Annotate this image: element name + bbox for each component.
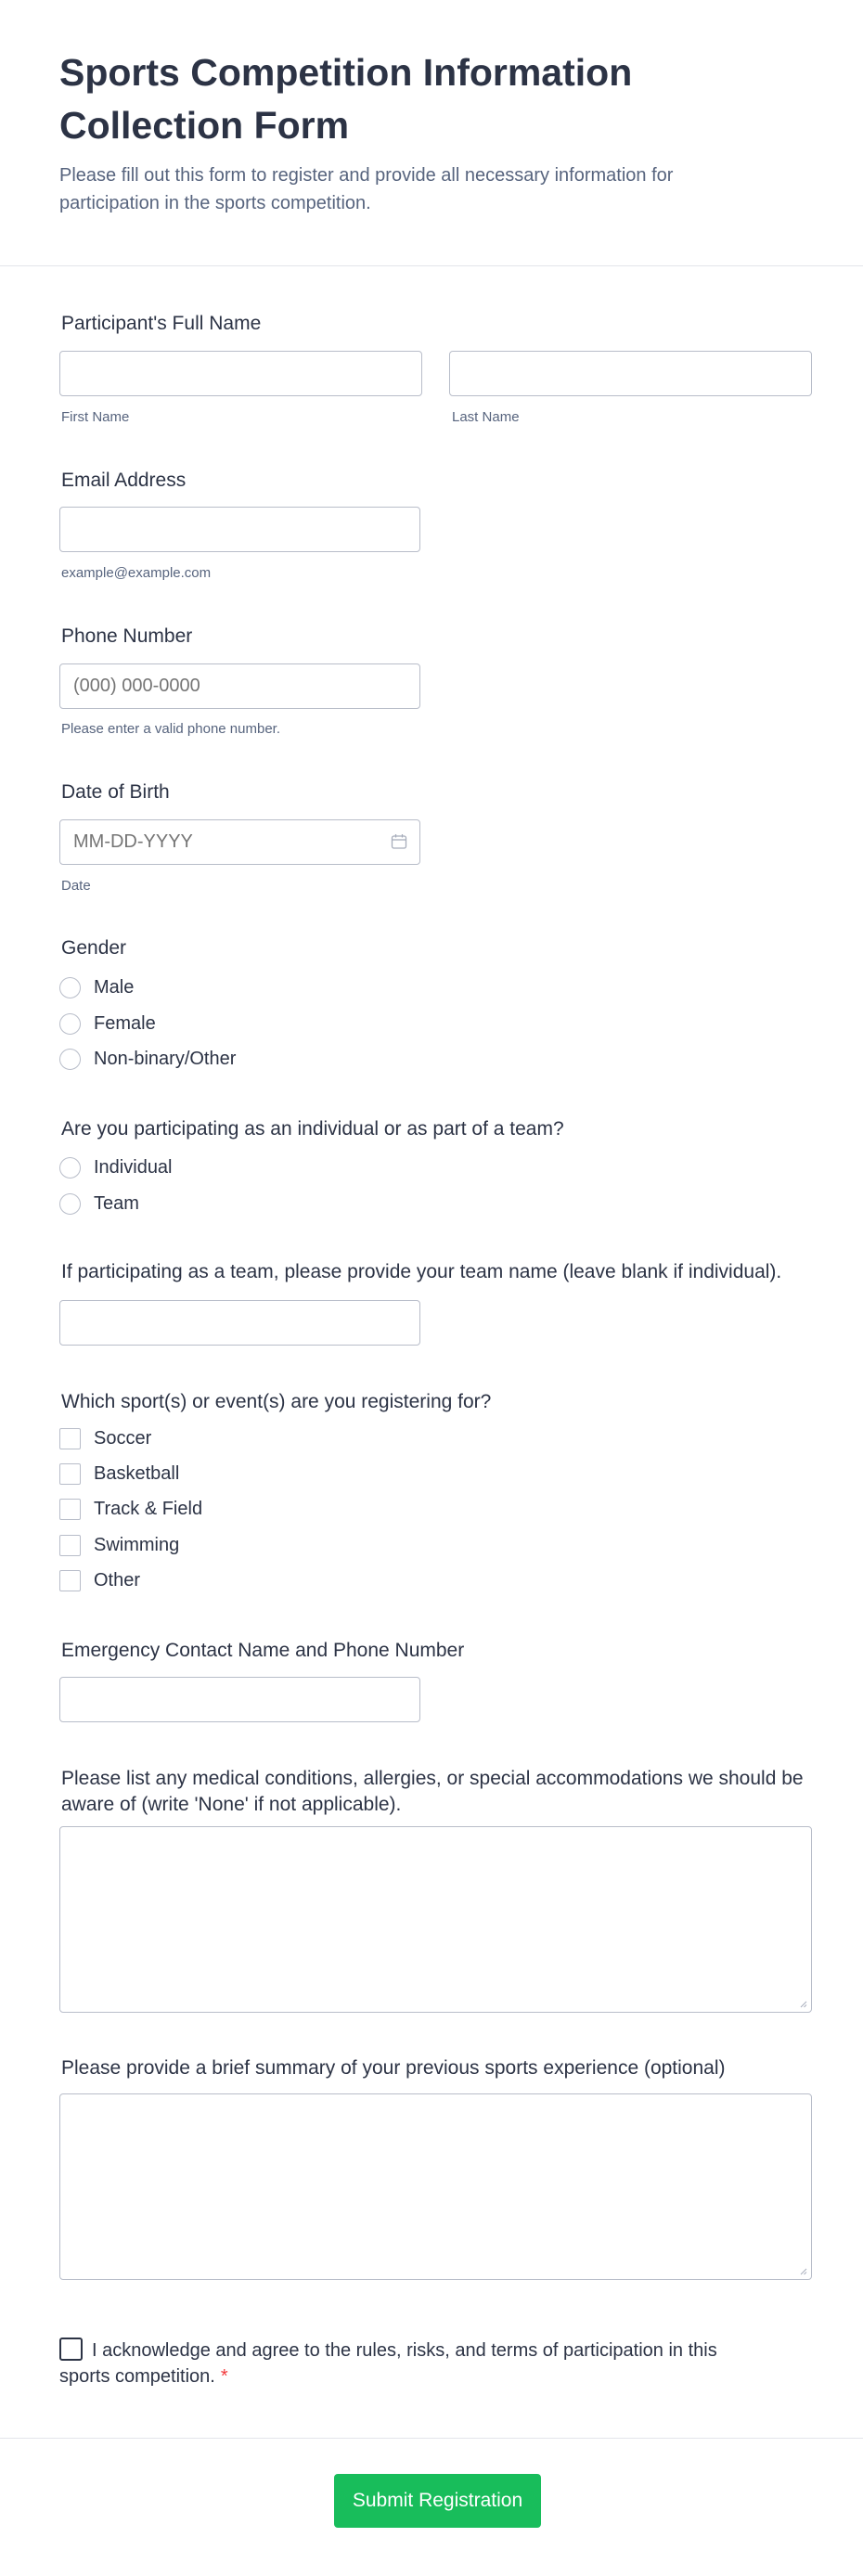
participation-label: Are you participating as an individual or as part of a team? bbox=[61, 1118, 564, 1140]
form-footer bbox=[0, 2438, 863, 2576]
first-name-input[interactable] bbox=[59, 351, 422, 396]
sports-label: Which sport(s) or event(s) are you registering for? bbox=[61, 1391, 492, 1412]
gender-option-nonbinary[interactable] bbox=[59, 1047, 236, 1071]
form-title: Sports Competition Information Collection Form bbox=[59, 51, 633, 147]
acknowledge-checkbox[interactable] bbox=[59, 2338, 83, 2361]
phone-input[interactable] bbox=[59, 663, 420, 709]
radio-circle[interactable] bbox=[59, 1193, 81, 1215]
option-label: Individual bbox=[94, 1156, 173, 1178]
email-sublabel: example@example.com bbox=[61, 565, 212, 581]
experience-label: Please provide a brief summary of your previous sports experience (optional) bbox=[61, 2057, 726, 2079]
experience-textarea[interactable] bbox=[59, 2093, 812, 2280]
radio-circle[interactable] bbox=[59, 977, 81, 998]
gender-label: Gender bbox=[61, 937, 127, 959]
sport-option-soccer[interactable] bbox=[59, 1426, 151, 1450]
sport-option-track-field[interactable] bbox=[59, 1497, 202, 1521]
sport-option-basketball[interactable] bbox=[59, 1462, 179, 1486]
last-name-sublabel: Last Name bbox=[452, 409, 520, 425]
dob-input[interactable] bbox=[59, 819, 420, 865]
gender-option-female[interactable] bbox=[59, 1011, 156, 1036]
option-label: Non-binary/Other bbox=[94, 1048, 237, 1069]
resize-grip-icon[interactable] bbox=[800, 2001, 807, 2008]
emergency-contact-input[interactable] bbox=[59, 1677, 420, 1722]
option-label: Female bbox=[94, 1012, 156, 1034]
team-name-label: If participating as a team, please provide your team name (leave blank if individual). bbox=[61, 1261, 782, 1282]
form-body bbox=[0, 266, 863, 2438]
acknowledge-checkbox-row[interactable] bbox=[59, 2338, 765, 2389]
radio-circle[interactable] bbox=[59, 1013, 81, 1035]
checkbox-box[interactable] bbox=[59, 1535, 81, 1556]
option-label: Track & Field bbox=[94, 1498, 203, 1519]
option-label: Other bbox=[94, 1569, 141, 1591]
team-name-input[interactable] bbox=[59, 1300, 420, 1346]
last-name-input[interactable] bbox=[449, 351, 812, 396]
medical-textarea[interactable] bbox=[59, 1826, 812, 2013]
option-label: Basketball bbox=[94, 1462, 180, 1484]
option-label: Soccer bbox=[94, 1427, 152, 1449]
acknowledge-text: I acknowledge and agree to the rules, risks, and terms of participation in this sports competition. bbox=[59, 2340, 717, 2387]
form-header bbox=[0, 0, 863, 266]
sport-option-other[interactable] bbox=[59, 1568, 140, 1592]
option-label: Male bbox=[94, 976, 135, 998]
medical-label: Please list any medical conditions, allergies, or special accommodations we should be aware of (write 'None' if not applicable). bbox=[61, 1768, 804, 1815]
required-asterisk: * bbox=[220, 2366, 228, 2387]
dob-sublabel: Date bbox=[61, 878, 91, 894]
sport-option-swimming[interactable] bbox=[59, 1533, 179, 1557]
gender-option-male[interactable] bbox=[59, 975, 134, 999]
checkbox-box[interactable] bbox=[59, 1499, 81, 1520]
phone-sublabel: Please enter a valid phone number. bbox=[61, 721, 280, 737]
first-name-sublabel: First Name bbox=[61, 409, 130, 425]
submit-registration-button[interactable]: Submit Registration bbox=[334, 2474, 541, 2528]
emergency-contact-label: Emergency Contact Name and Phone Number bbox=[61, 1640, 465, 1661]
form-subtitle: Please fill out this form to register and provide all necessary information for participation in the sports competition. bbox=[59, 165, 674, 213]
option-label: Team bbox=[94, 1192, 139, 1214]
checkbox-box[interactable] bbox=[59, 1428, 81, 1449]
email-label: Email Address bbox=[61, 470, 187, 491]
radio-circle[interactable] bbox=[59, 1157, 81, 1179]
email-input[interactable] bbox=[59, 507, 420, 552]
resize-grip-icon[interactable] bbox=[800, 2268, 807, 2275]
dob-field bbox=[59, 819, 420, 865]
radio-circle[interactable] bbox=[59, 1049, 81, 1070]
calendar-icon[interactable] bbox=[391, 833, 407, 850]
participation-option-individual[interactable] bbox=[59, 1155, 173, 1179]
option-label: Swimming bbox=[94, 1534, 180, 1555]
checkbox-box[interactable] bbox=[59, 1463, 81, 1485]
dob-label: Date of Birth bbox=[61, 781, 170, 803]
full-name-label: Participant's Full Name bbox=[61, 313, 262, 334]
phone-label: Phone Number bbox=[61, 625, 193, 647]
participation-option-team[interactable] bbox=[59, 1191, 139, 1216]
checkbox-box[interactable] bbox=[59, 1570, 81, 1591]
